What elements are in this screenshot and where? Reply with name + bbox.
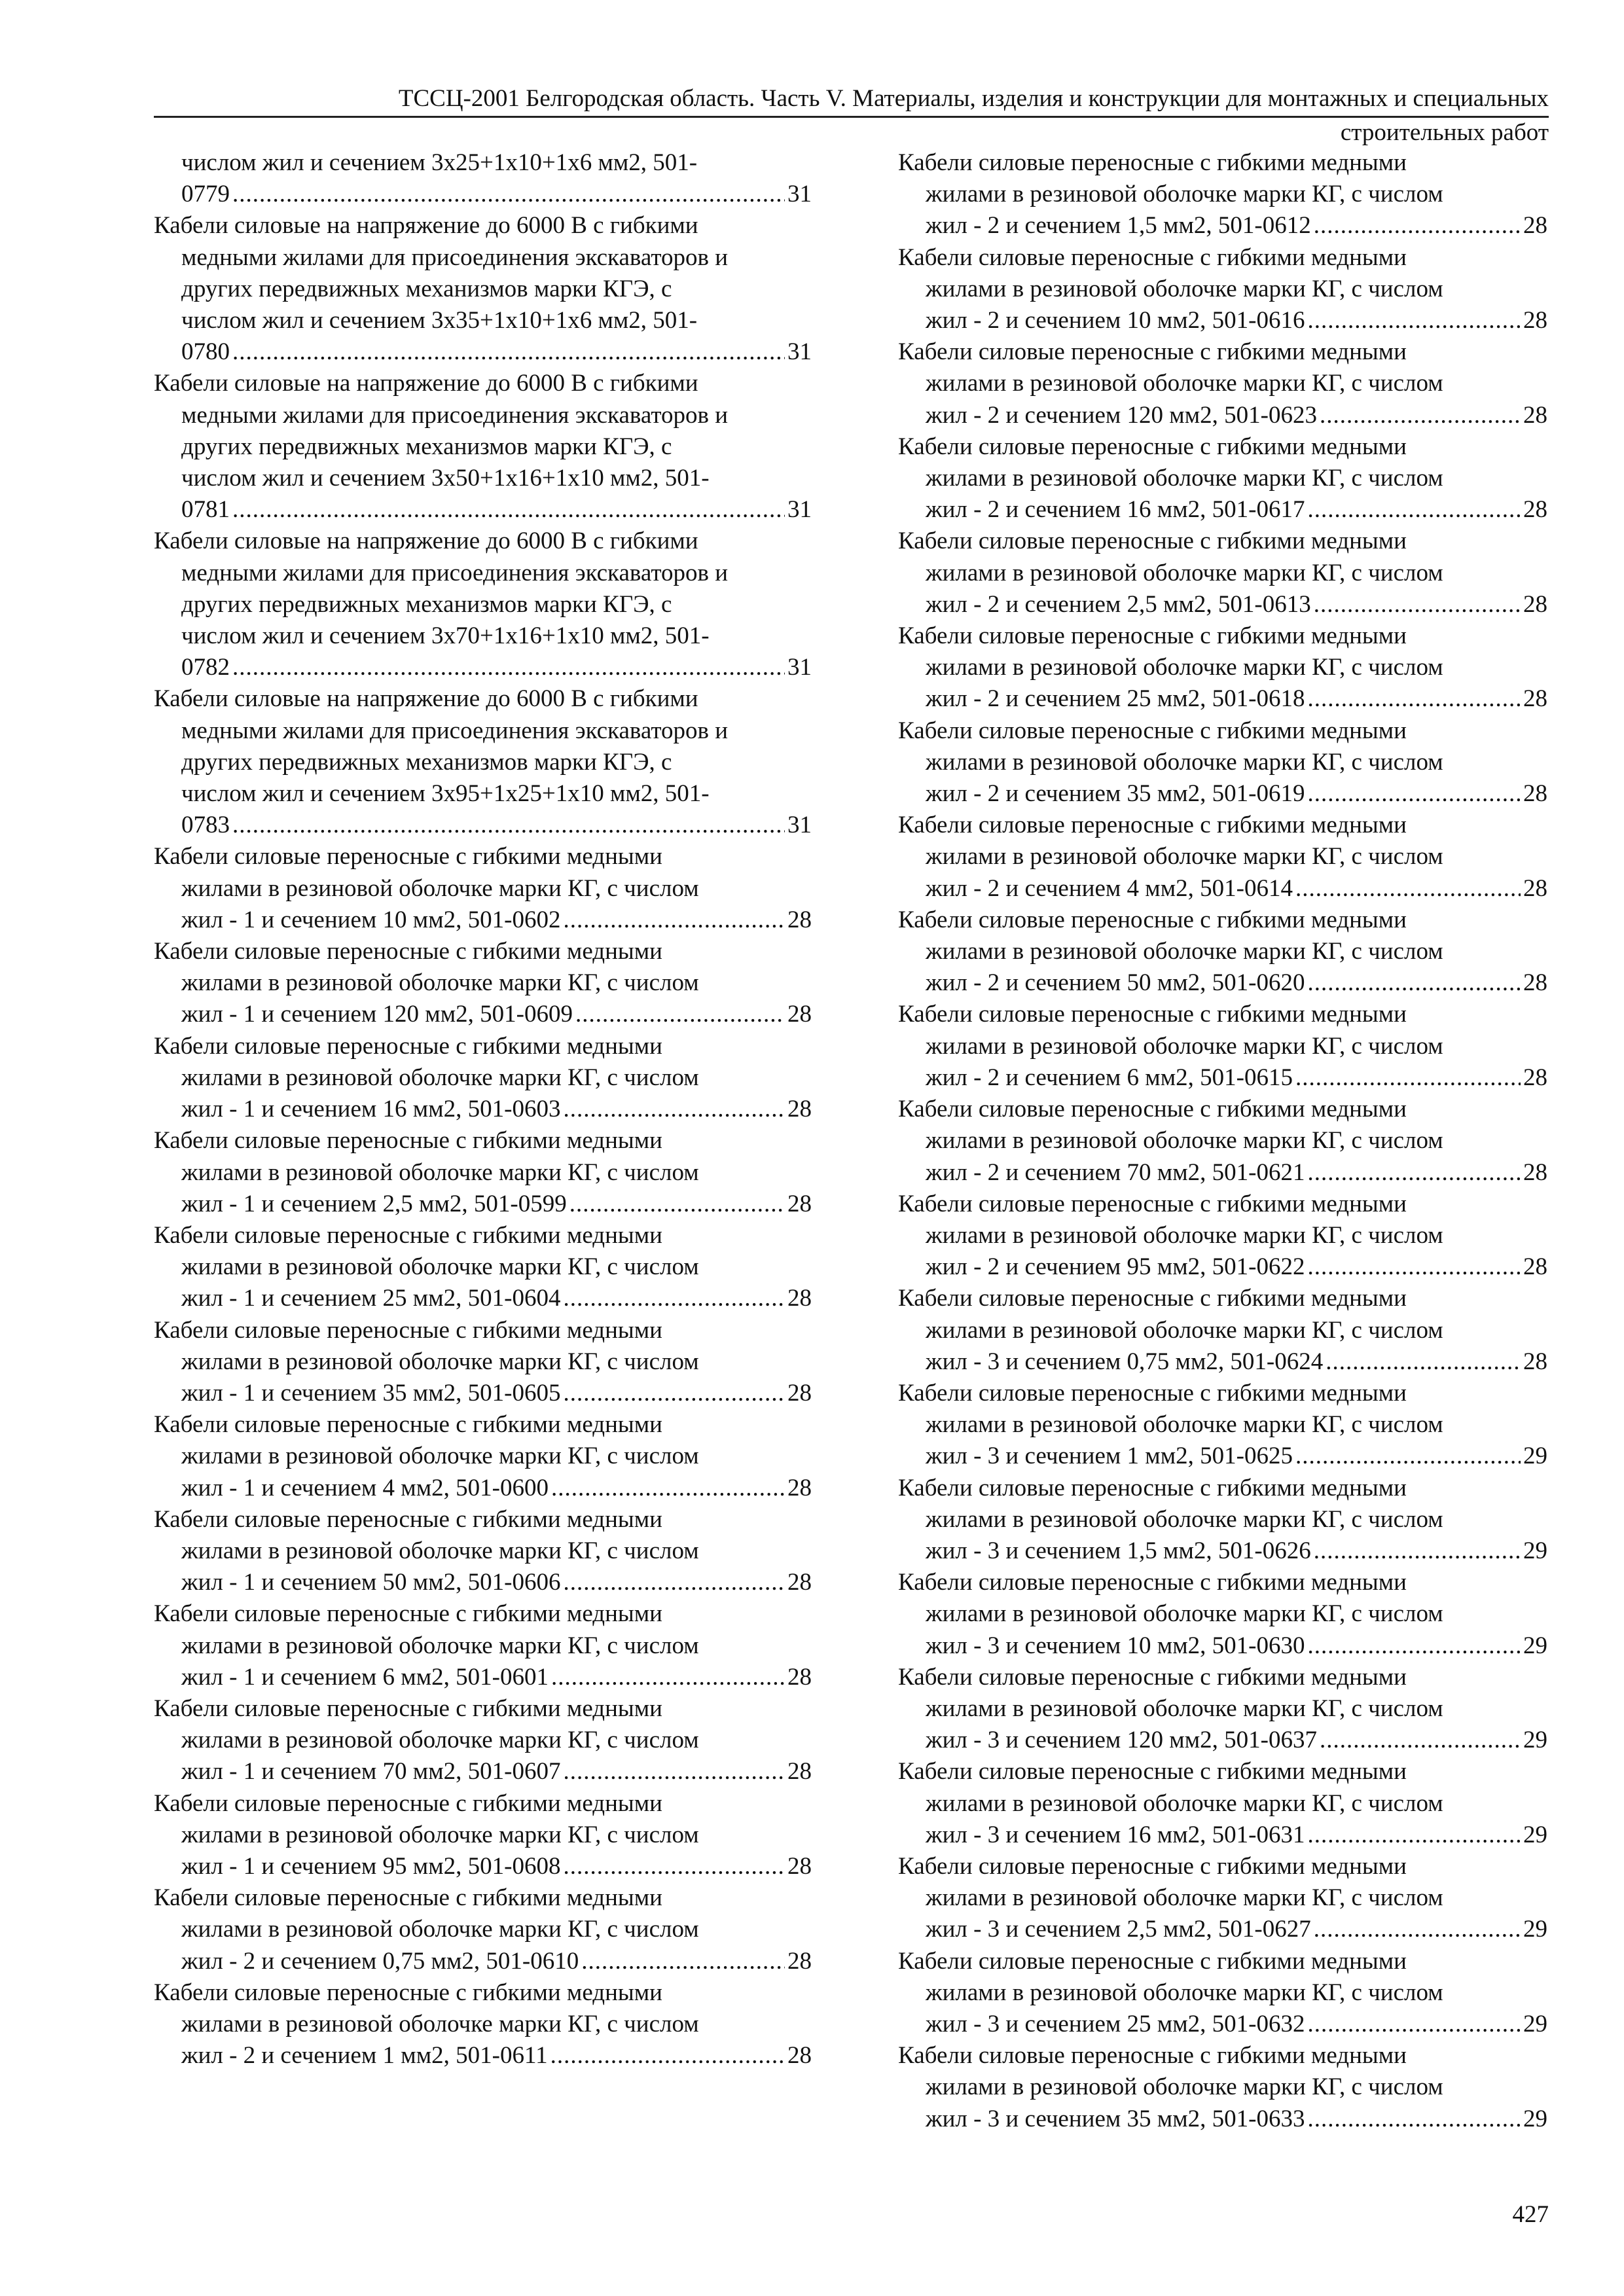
entry-line: жилами в резиновой оболочке марки КГ, с числом (926, 370, 1443, 397)
entry-line: Кабели силовые на напряжение до 6000 В с гибкими (154, 685, 698, 713)
entry-code-text: жил - 1 и сечением 6 мм2, 501-0601 (181, 1663, 549, 1691)
entry-code-text: жил - 1 и сечением 4 мм2, 501-0600 (181, 1474, 549, 1501)
entry-line: Кабели силовые переносные с гибкими медными (154, 1411, 662, 1439)
page-number: 427 (1512, 2201, 1549, 2228)
entry-last-line (154, 1094, 812, 1125)
entry-page-ref: 28 (787, 1379, 812, 1407)
entry-code-text: жил - 2 и сечением 4 мм2, 501-0614 (926, 874, 1293, 902)
entry-code-text: жил - 3 и сечением 0,75 мм2, 501-0624 (926, 1348, 1324, 1375)
entry-last-line (154, 494, 812, 526)
entry-code-text: жил - 2 и сечением 120 мм2, 501-0623 (926, 401, 1317, 429)
header-title-line1: ТССЦ-2001 Белгородская область. Часть V. Материалы, изделия и конструкции для монтажных и специальных (398, 85, 1549, 112)
entry-line: Кабели силовые переносные с гибкими медными (154, 938, 662, 965)
entry-page-ref: 29 (1523, 1443, 1547, 1470)
entry-code-text: 0781 (181, 496, 230, 524)
entry-last-line (898, 1441, 1547, 1472)
index-entry (898, 999, 1547, 1094)
index-entry (154, 1220, 812, 1315)
index-entry (898, 242, 1547, 337)
entry-line: Кабели силовые переносные с гибкими медными (898, 1569, 1407, 1596)
entry-line: жилами в резиновой оболочке марки КГ, с числом (926, 275, 1443, 302)
entry-line: числом жил и сечением 3x95+1x25+1x10 мм2, 501- (181, 780, 710, 808)
header-title-line2: строительных работ (1340, 119, 1549, 146)
entry-page-ref: 28 (1523, 1253, 1547, 1281)
entry-page-ref: 28 (1523, 1158, 1547, 1186)
entry-line: жилами в резиновой оболочке марки КГ, с числом (926, 1789, 1443, 1817)
index-entry (898, 2040, 1547, 2135)
index-entry (154, 936, 812, 1031)
entry-line: Кабели силовые переносные с гибкими медными (898, 433, 1407, 460)
dot-leader (569, 1189, 785, 1220)
entry-page-ref: 29 (1523, 2105, 1547, 2132)
entry-line: других передвижных механизмов марки КГЭ, с (181, 590, 672, 618)
entry-line: жилами в резиновой оболочке марки КГ, с числом (181, 1064, 699, 1091)
entry-last-line (898, 873, 1547, 905)
entry-code-text: жил - 3 и сечением 1,5 мм2, 501-0626 (926, 1537, 1311, 1564)
entry-code-text: жил - 3 и сечением 2,5 мм2, 501-0627 (926, 1916, 1311, 1943)
entry-page-ref: 28 (787, 1569, 812, 1596)
entry-line: жилами в резиновой оболочке марки КГ, с числом (181, 1727, 699, 1754)
entry-last-line (154, 1567, 812, 1598)
dot-leader (550, 2040, 785, 2072)
entry-line: Кабели силовые на напряжение до 6000 В с гибкими (154, 528, 698, 555)
dot-leader (1307, 1157, 1521, 1189)
entry-code-text: жил - 2 и сечением 95 мм2, 501-0622 (926, 1253, 1305, 1281)
entry-line: жилами в резиновой оболочке марки КГ, с числом (181, 1821, 699, 1848)
entry-line: жилами в резиновой оболочке марки КГ, с числом (926, 843, 1443, 870)
dot-leader (1307, 1630, 1521, 1662)
entry-code-text: жил - 1 и сечением 16 мм2, 501-0603 (181, 1096, 561, 1123)
index-entry (898, 905, 1547, 999)
dot-leader (1314, 1914, 1521, 1945)
entry-line: жилами в резиновой оболочке марки КГ, с числом (926, 654, 1443, 681)
entry-code-text: жил - 3 и сечением 25 мм2, 501-0632 (926, 2010, 1305, 2037)
entry-page-ref: 29 (1523, 1821, 1547, 1848)
dot-leader (563, 1567, 785, 1598)
entry-code-text: жил - 2 и сечением 2,5 мм2, 501-0613 (926, 590, 1311, 618)
index-column-right (898, 147, 1547, 2135)
entry-line: жилами в резиновой оболочке марки КГ, с числом (926, 1505, 1443, 1533)
entry-line: медными жилами для присоединения экскаваторов и (181, 559, 729, 586)
entry-code-text: жил - 1 и сечением 2,5 мм2, 501-0599 (181, 1190, 567, 1217)
entry-line: Кабели силовые переносные с гибкими медными (898, 1758, 1407, 1785)
entry-page-ref: 28 (1523, 307, 1547, 334)
entry-code-text: жил - 3 и сечением 10 мм2, 501-0630 (926, 1632, 1305, 1659)
index-entry (898, 1094, 1547, 1189)
entry-last-line (898, 1630, 1547, 1662)
dot-leader (1307, 1820, 1521, 1851)
entry-page-ref: 28 (1523, 969, 1547, 997)
entry-line: Кабели силовые переносные с гибкими медными (154, 1884, 662, 1912)
entry-last-line (898, 1062, 1547, 1094)
entry-line: жилами в резиновой оболочке марки КГ, с числом (926, 559, 1443, 586)
entry-line: жилами в резиновой оболочке марки КГ, с числом (926, 1127, 1443, 1155)
entry-line: жилами в резиновой оболочке марки КГ, с числом (926, 938, 1443, 965)
index-column-left (154, 147, 812, 2072)
entry-code-text: жил - 2 и сечением 35 мм2, 501-0619 (926, 780, 1305, 808)
dot-leader (1307, 1251, 1521, 1283)
dot-leader (581, 1946, 785, 1977)
entry-line: Кабели силовые переносные с гибкими медными (898, 1190, 1407, 1217)
entry-page-ref: 28 (787, 1001, 812, 1028)
dot-leader (563, 905, 785, 936)
index-entry (154, 1882, 812, 1977)
index-entry (154, 1598, 812, 1693)
entry-line: Кабели силовые на напряжение до 6000 В с гибкими (154, 370, 698, 397)
dot-leader (563, 1756, 785, 1787)
dot-leader (232, 652, 785, 683)
entry-line: Кабели силовые переносные с гибкими медными (154, 1979, 662, 2006)
index-entry (154, 683, 812, 841)
index-entry (898, 1567, 1547, 1662)
dot-leader (1307, 494, 1521, 526)
index-entry (154, 1788, 812, 1883)
entry-last-line (898, 1914, 1547, 1945)
entry-page-ref: 28 (1523, 496, 1547, 524)
entry-line: Кабели силовые переносные с гибкими медными (898, 1947, 1407, 1975)
entry-last-line (898, 1535, 1547, 1567)
entry-line: жилами в резиновой оболочке марки КГ, с числом (181, 969, 699, 997)
entry-page-ref: 29 (1523, 1632, 1547, 1659)
dot-leader (575, 999, 785, 1030)
entry-line: жилами в резиновой оболочке марки КГ, с числом (181, 1253, 699, 1281)
entry-last-line (898, 683, 1547, 715)
entry-line: жилами в резиновой оболочке марки КГ, с числом (181, 2010, 699, 2037)
entry-line: жилами в резиновой оболочке марки КГ, с числом (181, 1632, 699, 1659)
entry-line: жилами в резиновой оболочке марки КГ, с числом (926, 1411, 1443, 1439)
entry-last-line (898, 1820, 1547, 1851)
index-entry (898, 336, 1547, 431)
entry-page-ref: 28 (787, 1096, 812, 1123)
entry-line: жилами в резиновой оболочке марки КГ, с числом (926, 1695, 1443, 1722)
entry-code-text: жил - 3 и сечением 120 мм2, 501-0637 (926, 1727, 1317, 1754)
entry-page-ref: 31 (787, 181, 812, 208)
entry-code-text: жил - 1 и сечением 50 мм2, 501-0606 (181, 1569, 561, 1596)
entry-last-line (898, 589, 1547, 620)
entry-page-ref: 28 (787, 1852, 812, 1880)
entry-page-ref: 28 (787, 1285, 812, 1312)
entry-last-line (154, 336, 812, 368)
entry-line: Кабели силовые переносные с гибкими медными (898, 1096, 1407, 1123)
index-entry (154, 1977, 812, 2072)
entry-page-ref: 28 (787, 1190, 812, 1217)
entry-last-line (154, 1851, 812, 1882)
index-entry (898, 715, 1547, 810)
entry-line: других передвижных механизмов марки КГЭ, с (181, 748, 672, 776)
index-entry (898, 526, 1547, 620)
entry-code-text: жил - 1 и сечением 70 мм2, 501-0607 (181, 1758, 561, 1785)
index-entry (154, 147, 812, 210)
entry-line: Кабели силовые переносные с гибкими медными (898, 1379, 1407, 1407)
entry-page-ref: 28 (787, 1474, 812, 1501)
index-entry (154, 1125, 812, 1220)
dot-leader (1295, 1441, 1521, 1472)
index-entry (154, 1504, 812, 1599)
entry-last-line (154, 1473, 812, 1504)
entry-line: Кабели силовые переносные с гибкими медными (898, 2042, 1407, 2070)
index-entry (154, 1409, 812, 1504)
entry-code-text: жил - 2 и сечением 50 мм2, 501-0620 (926, 969, 1305, 997)
entry-line: Кабели силовые переносные с гибкими медными (898, 1852, 1407, 1880)
entry-line: жилами в резиновой оболочке марки КГ, с числом (181, 1158, 699, 1186)
entry-line: жилами в резиновой оболочке марки КГ, с числом (926, 1884, 1443, 1912)
entry-line: жилами в резиновой оболочке марки КГ, с числом (181, 1537, 699, 1564)
entry-last-line (898, 2104, 1547, 2135)
entry-line: Кабели силовые переносные с гибкими медными (898, 1663, 1407, 1691)
dot-leader (1314, 210, 1521, 242)
entry-last-line (154, 1283, 812, 1314)
entry-line: числом жил и сечением 3x70+1x16+1x10 мм2, 501- (181, 622, 710, 650)
entry-code-text: жил - 2 и сечением 6 мм2, 501-0615 (926, 1064, 1293, 1091)
entry-last-line (898, 1157, 1547, 1189)
dot-leader (551, 1662, 785, 1693)
entry-last-line (898, 778, 1547, 810)
entry-line: медными жилами для присоединения экскаваторов и (181, 717, 729, 744)
entry-page-ref: 29 (1523, 2010, 1547, 2037)
entry-page-ref: 28 (787, 1947, 812, 1975)
entry-line: Кабели силовые на напряжение до 6000 В с гибкими (154, 212, 698, 240)
dot-leader (232, 179, 785, 210)
entry-line: числом жил и сечением 3x50+1x16+1x10 мм2, 501- (181, 465, 710, 492)
entry-line: жилами в резиновой оболочке марки КГ, с числом (926, 2073, 1443, 2101)
entry-line: медными жилами для присоединения экскаваторов и (181, 243, 729, 271)
entry-code-text: жил - 2 и сечением 1 мм2, 501-0611 (181, 2042, 548, 2070)
entry-line: числом жил и сечением 3x25+1x10+1x6 мм2, 501- (181, 149, 698, 176)
entry-line: Кабели силовые переносные с гибкими медными (154, 843, 662, 870)
entry-line: Кабели силовые переносные с гибкими медными (898, 528, 1407, 555)
index-entry (154, 1031, 812, 1126)
dot-leader (232, 336, 785, 368)
entry-page-ref: 31 (787, 812, 812, 839)
dot-leader (1307, 2009, 1521, 2040)
entry-last-line (898, 1725, 1547, 1756)
entry-code-text: жил - 2 и сечением 10 мм2, 501-0616 (926, 307, 1305, 334)
entry-last-line (154, 999, 812, 1030)
entry-last-line (154, 905, 812, 936)
entry-page-ref: 28 (1523, 685, 1547, 713)
entry-line: Кабели силовые переносные с гибкими медными (898, 1474, 1407, 1501)
dot-leader (1295, 873, 1521, 905)
entry-page-ref: 28 (1523, 401, 1547, 429)
entry-last-line (898, 305, 1547, 336)
entry-line: Кабели силовые переносные с гибкими медными (898, 1285, 1407, 1312)
index-entry (154, 1315, 812, 1410)
entry-last-line (898, 967, 1547, 999)
entry-line: числом жил и сечением 3x35+1x10+1x6 мм2, 501- (181, 307, 698, 334)
entry-code-text: жил - 2 и сечением 25 мм2, 501-0618 (926, 685, 1305, 713)
entry-line: жилами в резиновой оболочке марки КГ, с числом (926, 1979, 1443, 2006)
entry-line: жилами в резиновой оболочке марки КГ, с числом (181, 874, 699, 902)
index-entry (898, 620, 1547, 715)
dot-leader (1320, 1725, 1521, 1756)
entry-line: других передвижных механизмов марки КГЭ, с (181, 275, 672, 302)
index-entry (898, 1189, 1547, 1283)
entry-code-text: жил - 3 и сечением 35 мм2, 501-0633 (926, 2105, 1305, 2132)
dot-leader (1307, 778, 1521, 810)
index-entry (898, 147, 1547, 242)
entry-page-ref: 28 (1523, 780, 1547, 808)
running-header (154, 84, 1549, 148)
entry-last-line (154, 810, 812, 841)
entry-page-ref: 28 (787, 2042, 812, 2070)
entry-line: Кабели силовые переносные с гибкими медными (154, 1600, 662, 1628)
entry-code-text: жил - 3 и сечением 1 мм2, 501-0625 (926, 1443, 1293, 1470)
index-entry (898, 1946, 1547, 2041)
entry-line: Кабели силовые переносные с гибкими медными (898, 906, 1407, 933)
entry-code-text: жил - 1 и сечением 120 мм2, 501-0609 (181, 1001, 573, 1028)
entry-line: Кабели силовые переносные с гибкими медными (154, 1789, 662, 1817)
index-entry (154, 526, 812, 683)
entry-last-line (154, 179, 812, 210)
entry-page-ref: 31 (787, 338, 812, 366)
entry-last-line (898, 1251, 1547, 1283)
entry-last-line (898, 1346, 1547, 1378)
entry-code-text: жил - 1 и сечением 25 мм2, 501-0604 (181, 1285, 561, 1312)
entry-page-ref: 29 (1523, 1727, 1547, 1754)
entry-line: Кабели силовые переносные с гибкими медными (154, 1316, 662, 1344)
entry-page-ref: 31 (787, 496, 812, 524)
entry-code-text: жил - 1 и сечением 95 мм2, 501-0608 (181, 1852, 561, 1880)
index-entry (154, 210, 812, 368)
index-entry (898, 810, 1547, 905)
entry-page-ref: 28 (787, 1663, 812, 1691)
dot-leader (563, 1851, 785, 1882)
entry-line: жилами в резиновой оболочке марки КГ, с числом (926, 1032, 1443, 1060)
entry-line: жилами в резиновой оболочке марки КГ, с числом (926, 748, 1443, 776)
entry-line: Кабели силовые переносные с гибкими медными (898, 812, 1407, 839)
index-entry (898, 431, 1547, 526)
entry-last-line (898, 2009, 1547, 2040)
entry-last-line (154, 1662, 812, 1693)
entry-line: Кабели силовые переносные с гибкими медными (154, 1221, 662, 1249)
dot-leader (1295, 1062, 1521, 1094)
entry-code-text: жил - 1 и сечением 35 мм2, 501-0605 (181, 1379, 561, 1407)
entry-line: других передвижных механизмов марки КГЭ, с (181, 433, 672, 460)
entry-last-line (898, 210, 1547, 242)
entry-page-ref: 28 (1523, 874, 1547, 902)
entry-line: Кабели силовые переносные с гибкими медными (898, 338, 1407, 366)
dot-leader (563, 1283, 785, 1314)
entry-code-text: жил - 2 и сечением 70 мм2, 501-0621 (926, 1158, 1305, 1186)
entry-page-ref: 29 (1523, 1916, 1547, 1943)
entry-line: Кабели силовые переносные с гибкими медными (154, 1505, 662, 1533)
entry-line: Кабели силовые переносные с гибкими медными (898, 622, 1407, 650)
entry-last-line (898, 494, 1547, 526)
entry-line: жилами в резиновой оболочке марки КГ, с числом (926, 1600, 1443, 1628)
entry-last-line (154, 1946, 812, 1977)
dot-leader (551, 1473, 785, 1504)
index-entry (154, 368, 812, 526)
entry-code-text: жил - 1 и сечением 10 мм2, 501-0602 (181, 906, 561, 933)
dot-leader (1307, 967, 1521, 999)
dot-leader (1320, 400, 1521, 431)
entry-page-ref: 31 (787, 654, 812, 681)
entry-code-text: жил - 2 и сечением 1,5 мм2, 501-0612 (926, 212, 1311, 240)
entry-code-text: 0783 (181, 812, 230, 839)
dot-leader (1307, 305, 1521, 336)
entry-code-text: 0780 (181, 338, 230, 366)
entry-line: Кабели силовые переносные с гибкими медными (898, 149, 1407, 176)
dot-leader (1326, 1346, 1521, 1378)
entry-last-line (154, 1378, 812, 1409)
entry-code-text: 0782 (181, 654, 230, 681)
index-entry (154, 1693, 812, 1788)
entry-line: жилами в резиновой оболочке марки КГ, с числом (926, 1316, 1443, 1344)
dot-leader (563, 1094, 785, 1125)
entry-page-ref: 28 (1523, 1064, 1547, 1091)
entry-line: жилами в резиновой оболочке марки КГ, с числом (181, 1443, 699, 1470)
dot-leader (1314, 589, 1521, 620)
index-entry (898, 1851, 1547, 1946)
index-entry (898, 1473, 1547, 1568)
entry-line: Кабели силовые переносные с гибкими медными (154, 1695, 662, 1722)
entry-code-text: жил - 2 и сечением 16 мм2, 501-0617 (926, 496, 1305, 524)
entry-last-line (154, 652, 812, 683)
entry-code-text: 0779 (181, 181, 230, 208)
entry-line: жилами в резиновой оболочке марки КГ, с числом (181, 1916, 699, 1943)
dot-leader (232, 810, 785, 841)
entry-line: Кабели силовые переносные с гибкими медными (154, 1032, 662, 1060)
dot-leader (1307, 683, 1521, 715)
entry-line: Кабели силовые переносные с гибкими медными (898, 1001, 1407, 1028)
entry-page-ref: 29 (1523, 1537, 1547, 1564)
entry-last-line (898, 400, 1547, 431)
entry-page-ref: 28 (1523, 590, 1547, 618)
entry-page-ref: 28 (1523, 1348, 1547, 1375)
index-entry (898, 1662, 1547, 1757)
dot-leader (1307, 2104, 1521, 2135)
entry-line: Кабели силовые переносные с гибкими медными (898, 243, 1407, 271)
entry-last-line (154, 1189, 812, 1220)
entry-line: жилами в резиновой оболочке марки КГ, с числом (926, 1221, 1443, 1249)
dot-leader (1314, 1535, 1521, 1567)
entry-line: жилами в резиновой оболочке марки КГ, с числом (181, 1348, 699, 1375)
index-entry (154, 841, 812, 936)
index-entry (898, 1756, 1547, 1851)
dot-leader (563, 1378, 785, 1409)
entry-line: Кабели силовые переносные с гибкими медными (154, 1127, 662, 1155)
entry-line: жилами в резиновой оболочке марки КГ, с числом (926, 181, 1443, 208)
index-entry (898, 1378, 1547, 1473)
entry-page-ref: 28 (1523, 212, 1547, 240)
dot-leader (232, 494, 785, 526)
entry-code-text: жил - 2 и сечением 0,75 мм2, 501-0610 (181, 1947, 579, 1975)
entry-line: Кабели силовые переносные с гибкими медными (898, 717, 1407, 744)
entry-line: медными жилами для присоединения экскаваторов и (181, 401, 729, 429)
entry-line: жилами в резиновой оболочке марки КГ, с числом (926, 465, 1443, 492)
entry-page-ref: 28 (787, 906, 812, 933)
index-entry (898, 1283, 1547, 1378)
entry-page-ref: 28 (787, 1758, 812, 1785)
entry-code-text: жил - 3 и сечением 16 мм2, 501-0631 (926, 1821, 1305, 1848)
entry-last-line (154, 2040, 812, 2072)
entry-last-line (154, 1756, 812, 1787)
